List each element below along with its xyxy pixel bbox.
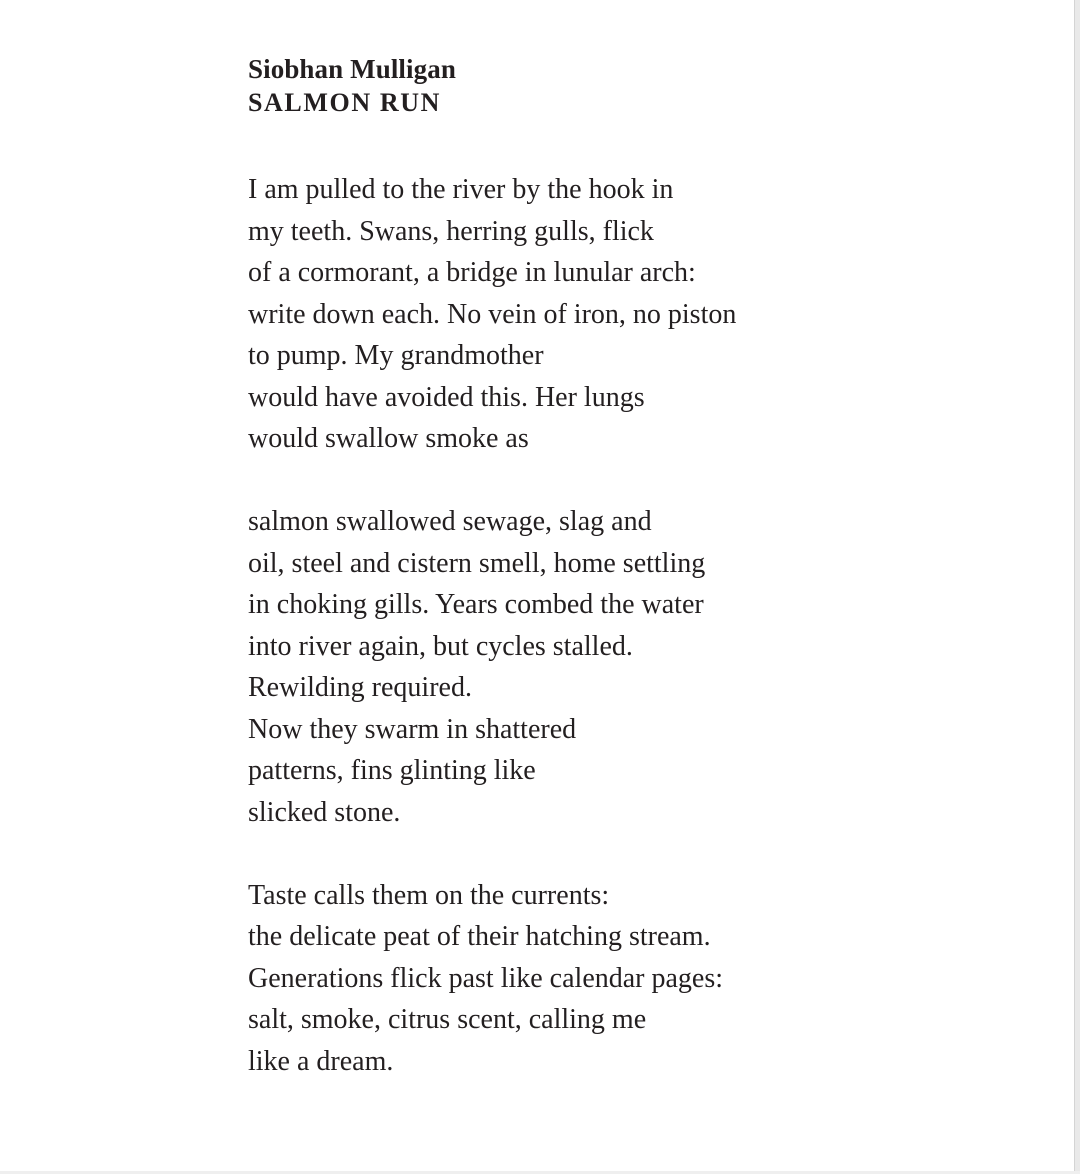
poem-line: the delicate peat of their hatching stream. [248, 921, 711, 952]
poem-line: salmon swallowed sewage, slag and [248, 506, 652, 537]
page-edge-shadow [1074, 0, 1080, 1174]
poem-line: Generations flick past like calendar pages: [248, 962, 724, 994]
poem-line: would swallow smoke as [248, 423, 529, 454]
poem-line: write down each. No vein of iron, no piston [248, 298, 737, 330]
poem-line: I am pulled to the river by the hook in [248, 174, 674, 205]
poem-line: patterns, fins glinting like [248, 755, 536, 786]
poem-line: Now they swarm in shattered [248, 713, 577, 745]
poem-line: Taste calls them on the currents: [248, 879, 610, 911]
poem-line: oil, steel and cistern smell, home settling [248, 547, 706, 579]
poem-line: like a dream. [248, 1045, 394, 1077]
poem-line: salt, smoke, citrus scent, calling me [248, 1004, 647, 1035]
poem-line: in choking gills. Years combed the water [248, 589, 704, 620]
poem-line: of a cormorant, a bridge in lunular arch: [248, 257, 696, 288]
poem-title: SALMON RUN [248, 88, 441, 117]
poem-author: Siobhan Mulligan [248, 54, 456, 84]
stanza-1 [248, 169, 736, 460]
poem [248, 52, 736, 1082]
poem-line: would have avoided this. Her lungs [248, 381, 645, 413]
poem-line: to pump. My grandmother [248, 340, 544, 371]
poem-line: into river again, but cycles stalled. [248, 630, 633, 662]
stanza-2 [248, 501, 736, 833]
poem-line: slicked stone. [248, 796, 401, 828]
stanza-3 [248, 875, 736, 1083]
poem-line: my teeth. Swans, herring gulls, flick [248, 215, 654, 247]
poem-line: Rewilding required. [248, 672, 472, 703]
